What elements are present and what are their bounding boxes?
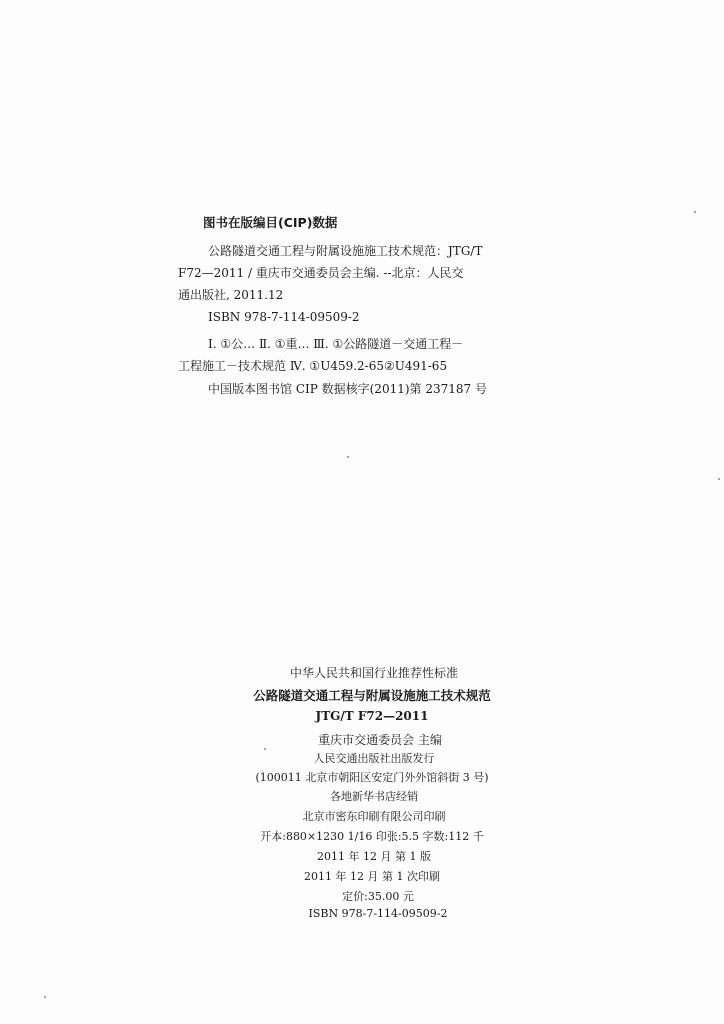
- cip-line-publisher: 通出版社, 2011.12: [178, 288, 284, 302]
- colophon-publisher: 人民交通出版社出版发行: [313, 752, 435, 765]
- cip-line-subjects: Ⅰ. ①公… Ⅱ. ①重… Ⅲ. ①公路隧道－交通工程－: [208, 337, 464, 351]
- colophon-editor: 重庆市交通委员会 主编: [318, 733, 442, 747]
- cip-line-classification: 工程施工－技术规范 Ⅳ. ①U459.2-65②U491-65: [178, 359, 448, 373]
- scan-speck: [264, 748, 266, 750]
- colophon-code: JTG/T F72—2011: [315, 709, 429, 723]
- scan-speck: [694, 211, 696, 213]
- colophon-printer: 北京市密东印刷有限公司印刷: [302, 810, 446, 823]
- scan-speck: [718, 478, 720, 480]
- colophon-edition: 2011 年 12 月 第 1 版: [317, 850, 431, 863]
- scan-speck: [347, 456, 349, 458]
- colophon-printing: 2011 年 12 月 第 1 次印刷: [304, 870, 440, 883]
- colophon-price: 定价:35.00 元: [342, 890, 414, 903]
- colophon-standard-type: 中华人民共和国行业推荐性标准: [289, 666, 458, 680]
- colophon-format: 开本:880×1230 1/16 印张:5.5 字数:112 千: [260, 830, 484, 843]
- colophon-address: (100011 北京市朝阳区安定门外外馆斜街 3 号): [255, 771, 489, 784]
- cip-line-editor: F72—2011 / 重庆市交通委员会主编. --北京：人民交: [178, 266, 464, 280]
- cip-line-isbn: ISBN 978-7-114-09509-2: [208, 310, 360, 324]
- scan-speck: [44, 996, 46, 998]
- cip-line-record-number: 中国版本图书馆 CIP 数据核字(2011)第 237187 号: [208, 382, 487, 396]
- cip-line-title: 公路隧道交通工程与附属设施施工技术规范：JTG/T: [208, 244, 483, 258]
- colophon-distributor: 各地新华书店经销: [330, 790, 418, 803]
- colophon-isbn: ISBN 978-7-114-09509-2: [308, 907, 448, 920]
- colophon-title: 公路隧道交通工程与附属设施施工技术规范: [253, 688, 491, 703]
- cip-heading: 图书在版编目(CIP)数据: [203, 215, 338, 230]
